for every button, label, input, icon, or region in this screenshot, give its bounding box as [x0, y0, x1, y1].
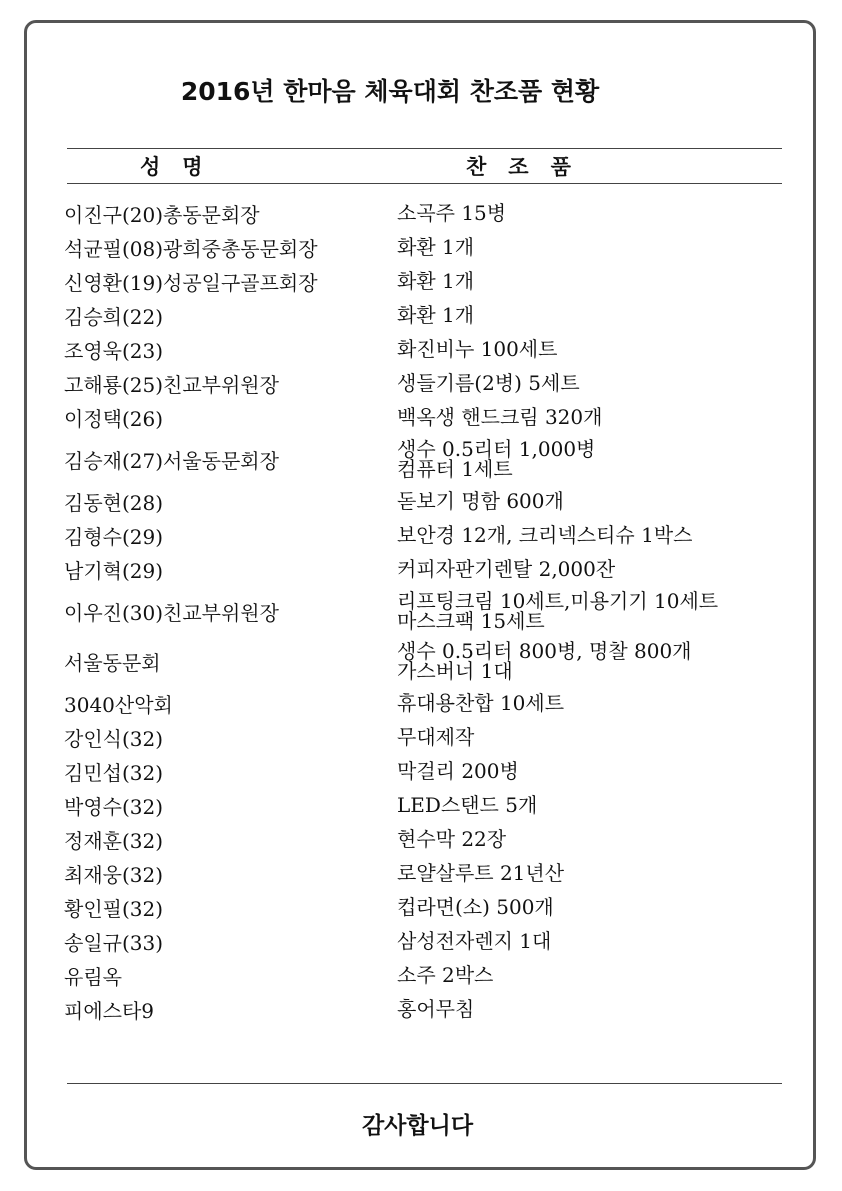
table-bottom-rule — [67, 1083, 782, 1084]
table-row — [64, 484, 804, 518]
donor-name: 김민섭(32) — [64, 760, 164, 785]
table-row — [64, 400, 804, 434]
donated-item — [397, 305, 804, 325]
table-row — [64, 958, 804, 992]
donated-item — [397, 407, 804, 427]
table-row — [64, 264, 804, 298]
donated-item-line: 가스버너 1대 — [397, 659, 513, 683]
donated-item-line: 삼성전자렌지 1대 — [397, 929, 552, 953]
table-row — [64, 332, 804, 366]
donated-item-line: 무대제작 — [397, 725, 475, 749]
donated-item-line: 화환 1개 — [397, 269, 475, 293]
donated-item-line: 생들기름(2병) 5세트 — [397, 371, 580, 395]
donated-item — [397, 829, 804, 849]
donor-name: 김형수(29) — [64, 524, 164, 549]
donated-item — [397, 203, 804, 223]
donated-item-line: 홍어무침 — [397, 997, 475, 1021]
header-top-rule — [67, 148, 782, 149]
donated-item — [397, 761, 804, 781]
donated-item — [397, 525, 804, 545]
table-row — [64, 890, 804, 924]
column-header-gift: 찬조품 — [466, 155, 593, 179]
table-row — [64, 366, 804, 400]
donated-item-line: 로얄살루트 21년산 — [397, 861, 565, 885]
donated-item — [397, 339, 804, 359]
donated-item — [397, 373, 804, 393]
donor-name: 송일규(33) — [64, 930, 164, 955]
document-title: 2016년 한마음 체육대회 찬조품 현황 — [180, 77, 600, 106]
donated-item-line: 생수 0.5리터 1,000병 — [397, 437, 596, 461]
donated-item — [397, 863, 804, 883]
table-row — [64, 992, 804, 1026]
donated-item — [397, 641, 804, 681]
table-row — [64, 924, 804, 958]
donated-item — [397, 591, 804, 631]
table-row — [64, 434, 804, 484]
donation-table — [64, 196, 804, 1026]
donated-item-line: 현수막 22장 — [397, 827, 507, 851]
donor-name: 이정택(26) — [64, 406, 164, 431]
donated-item-line: 돋보기 명함 600개 — [397, 489, 564, 513]
donor-name: 서울동문회 — [64, 650, 161, 675]
donor-name: 김승재(27)서울동문회장 — [64, 448, 279, 473]
donated-item-line: 막걸리 200병 — [397, 759, 519, 783]
table-row — [64, 636, 804, 686]
table-row — [64, 754, 804, 788]
donated-item-line: 화환 1개 — [397, 303, 475, 327]
donated-item-line: 리프팅크림 10세트,미용기기 10세트 — [397, 589, 719, 613]
donated-item-line: LED스탠드 5개 — [397, 793, 538, 817]
donor-name: 석균필(08)광희중총동문회장 — [64, 236, 318, 261]
table-row — [64, 196, 804, 230]
donated-item-line: 보안경 12개, 크리넥스티슈 1박스 — [397, 523, 693, 547]
table-row — [64, 518, 804, 552]
donor-name: 유림옥 — [64, 964, 122, 989]
donated-item — [397, 931, 804, 951]
table-row — [64, 298, 804, 332]
donated-item — [397, 237, 804, 257]
donor-name: 강인식(32) — [64, 726, 164, 751]
donor-name: 최재웅(32) — [64, 862, 164, 887]
donor-name: 피에스타9 — [64, 998, 155, 1023]
donor-name: 김승희(22) — [64, 304, 164, 329]
donated-item-line: 소곡주 15병 — [397, 201, 507, 225]
donated-item-line: 소주 2박스 — [397, 963, 494, 987]
donor-name: 박영수(32) — [64, 794, 164, 819]
donor-name: 이진구(20)총동문회장 — [64, 202, 260, 227]
donor-name: 황인필(32) — [64, 896, 164, 921]
donor-name: 조영욱(23) — [64, 338, 164, 363]
thanks-message: 감사합니다 — [361, 1113, 474, 1139]
donated-item-line: 마스크팩 15세트 — [397, 609, 545, 633]
donated-item-line: 화환 1개 — [397, 235, 475, 259]
donated-item — [397, 727, 804, 747]
donated-item — [397, 271, 804, 291]
donated-item — [397, 965, 804, 985]
donated-item-line: 백옥생 핸드크림 320개 — [397, 405, 603, 429]
donor-name: 남기혁(29) — [64, 558, 164, 583]
table-row — [64, 822, 804, 856]
donor-name: 신영환(19)성공일구골프회장 — [64, 270, 318, 295]
donor-name: 김동현(28) — [64, 490, 164, 515]
table-row — [64, 788, 804, 822]
donor-name: 3040산악회 — [64, 692, 173, 717]
table-row — [64, 230, 804, 264]
column-header-name: 성명 — [140, 155, 225, 179]
donated-item-line: 컵라면(소) 500개 — [397, 895, 554, 919]
table-row — [64, 856, 804, 890]
donor-name: 고해룡(25)친교부위원장 — [64, 372, 279, 397]
donated-item — [397, 439, 804, 479]
donor-name: 정재훈(32) — [64, 828, 164, 853]
donor-name: 이우진(30)친교부위원장 — [64, 600, 279, 625]
donated-item — [397, 559, 804, 579]
table-row — [64, 686, 804, 720]
donated-item — [397, 999, 804, 1019]
donated-item-line: 커피자판기렌탈 2,000잔 — [397, 557, 616, 581]
donated-item — [397, 795, 804, 815]
donated-item — [397, 897, 804, 917]
table-row — [64, 552, 804, 586]
donated-item-line: 화진비누 100세트 — [397, 337, 558, 361]
donated-item — [397, 491, 804, 511]
header-bottom-rule — [67, 183, 782, 184]
donated-item-line: 컴퓨터 1세트 — [397, 457, 513, 481]
donated-item-line: 휴대용찬합 10세트 — [397, 691, 565, 715]
table-row — [64, 586, 804, 636]
donated-item — [397, 693, 804, 713]
table-row — [64, 720, 804, 754]
donated-item-line: 생수 0.5리터 800병, 명찰 800개 — [397, 639, 692, 663]
